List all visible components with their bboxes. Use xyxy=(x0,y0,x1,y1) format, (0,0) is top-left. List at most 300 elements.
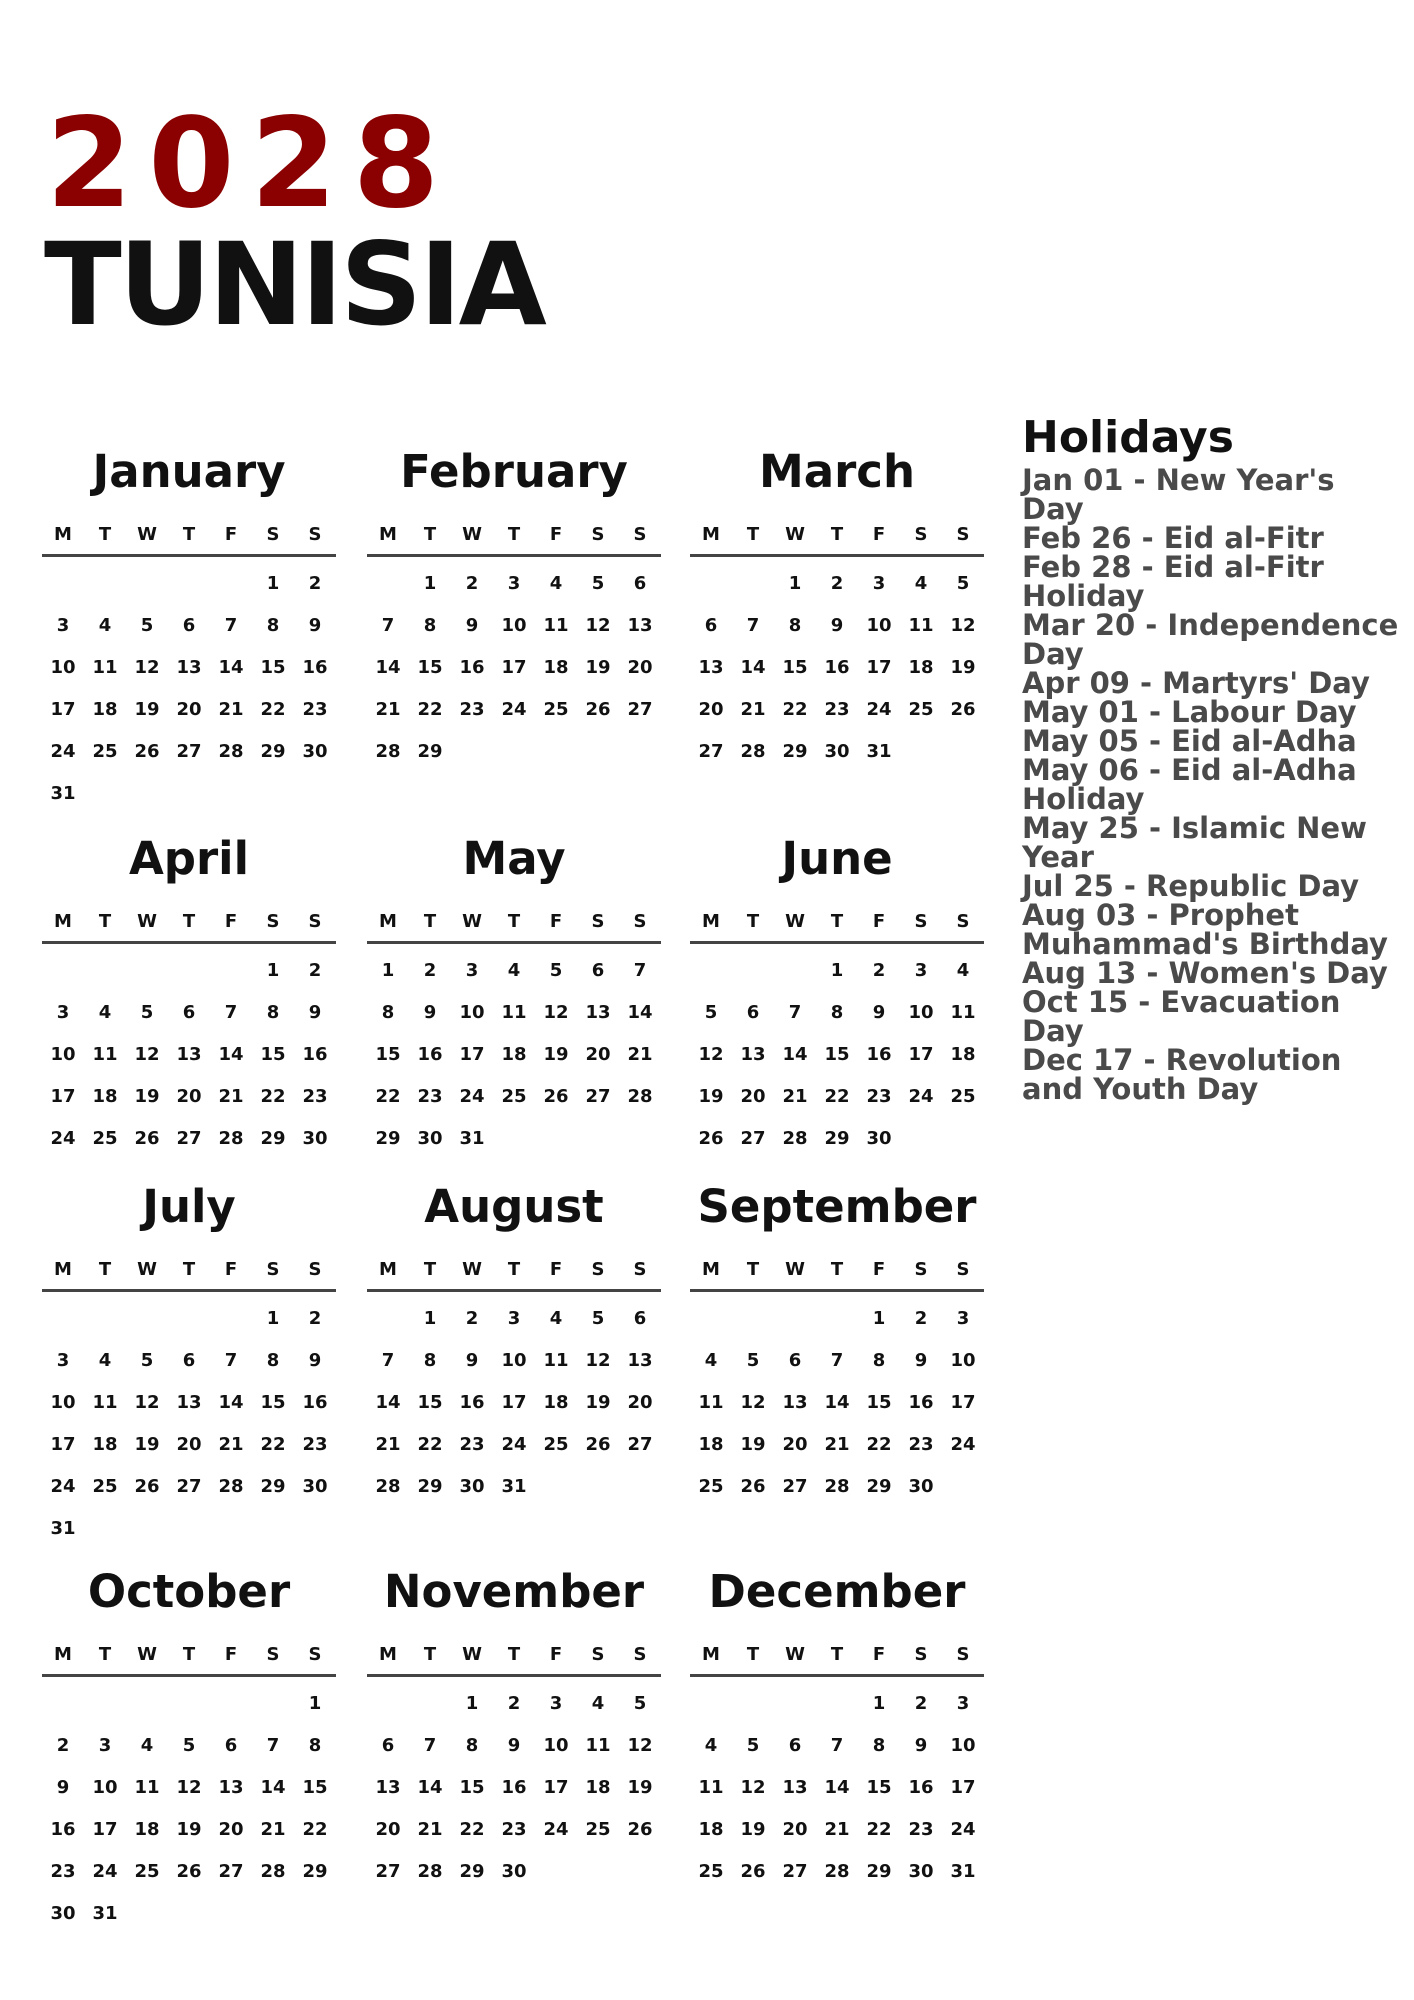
weekday-label: F xyxy=(224,1259,238,1280)
day-cell: 22 xyxy=(866,1434,892,1455)
day-cell: 28 xyxy=(782,1128,808,1149)
day-cell: 2 xyxy=(872,960,886,981)
weekday-label: T xyxy=(98,1259,112,1280)
day-cell: 17 xyxy=(92,1819,118,1840)
day-cell: 15 xyxy=(260,1392,286,1413)
weekday-label: F xyxy=(549,524,563,545)
day-grid xyxy=(367,950,661,1160)
day-cell: 9 xyxy=(872,1002,886,1023)
weekday-label: S xyxy=(308,524,322,545)
day-cell: 25 xyxy=(92,741,118,762)
day-cell: 18 xyxy=(585,1777,611,1798)
day-cell: 21 xyxy=(218,699,244,720)
day-cell: 5 xyxy=(549,960,563,981)
day-cell: 9 xyxy=(465,1350,479,1371)
day-grid xyxy=(690,950,984,1160)
empty-cell xyxy=(367,1683,409,1725)
weekday-label: S xyxy=(914,524,928,545)
day-cell: 11 xyxy=(501,1002,527,1023)
day-cell: 23 xyxy=(908,1434,934,1455)
day-cell: 16 xyxy=(501,1777,527,1798)
day-cell: 4 xyxy=(98,615,112,636)
day-cell: 5 xyxy=(746,1350,760,1371)
day-cell: 24 xyxy=(50,1476,76,1497)
header-divider xyxy=(690,1289,984,1292)
day-cell: 8 xyxy=(423,1350,437,1371)
day-cell: 14 xyxy=(824,1392,850,1413)
day-cell: 23 xyxy=(459,699,485,720)
holiday-item: Dec 17 - Revolution and Youth Day xyxy=(1022,1043,1342,1106)
day-cell: 30 xyxy=(302,1128,328,1149)
day-cell: 25 xyxy=(501,1086,527,1107)
day-cell: 18 xyxy=(908,657,934,678)
weekday-label: S xyxy=(914,911,928,932)
day-cell: 30 xyxy=(824,741,850,762)
day-cell: 23 xyxy=(302,699,328,720)
day-cell: 24 xyxy=(950,1819,976,1840)
day-cell: 10 xyxy=(908,1002,934,1023)
weekday-label: S xyxy=(914,1644,928,1665)
month-name: April xyxy=(128,832,250,885)
day-cell: 13 xyxy=(782,1777,808,1798)
day-cell: 11 xyxy=(543,615,569,636)
day-cell: 15 xyxy=(260,657,286,678)
day-cell: 5 xyxy=(633,1693,647,1714)
day-cell: 29 xyxy=(260,1476,286,1497)
day-cell: 31 xyxy=(50,783,76,804)
weekday-label: T xyxy=(507,524,521,545)
day-cell: 4 xyxy=(98,1350,112,1371)
weekday-label: T xyxy=(746,911,760,932)
weekday-header xyxy=(367,1251,661,1289)
weekday-header xyxy=(690,516,984,554)
day-cell: 23 xyxy=(50,1861,76,1882)
day-cell: 18 xyxy=(92,699,118,720)
day-cell: 21 xyxy=(417,1819,443,1840)
day-cell: 8 xyxy=(872,1735,886,1756)
holiday-item: May 05 - Eid al-Adha xyxy=(1022,724,1357,758)
day-cell: 4 xyxy=(549,1308,563,1329)
day-cell: 29 xyxy=(782,741,808,762)
weekday-label: W xyxy=(137,1644,157,1665)
day-cell: 3 xyxy=(56,1002,70,1023)
empty-cell xyxy=(42,1298,84,1340)
day-cell: 28 xyxy=(740,741,766,762)
month-july xyxy=(42,1181,336,1550)
day-cell: 24 xyxy=(908,1086,934,1107)
day-cell: 1 xyxy=(872,1308,886,1329)
weekday-label: T xyxy=(423,1259,437,1280)
weekday-label: T xyxy=(423,911,437,932)
month-february xyxy=(367,446,661,773)
day-cell: 17 xyxy=(50,1086,76,1107)
weekday-label: T xyxy=(830,1644,844,1665)
day-cell: 4 xyxy=(549,573,563,594)
day-cell: 23 xyxy=(866,1086,892,1107)
empty-cell xyxy=(409,1683,451,1725)
empty-cell xyxy=(210,563,252,605)
day-cell: 29 xyxy=(417,741,443,762)
empty-cell xyxy=(252,1683,294,1725)
day-cell: 26 xyxy=(134,1128,160,1149)
weekday-label: S xyxy=(633,911,647,932)
day-cell: 3 xyxy=(549,1693,563,1714)
month-name: September xyxy=(697,1180,977,1233)
day-cell: 13 xyxy=(176,1044,202,1065)
day-cell: 15 xyxy=(866,1392,892,1413)
day-cell: 3 xyxy=(507,1308,521,1329)
day-cell: 28 xyxy=(375,1476,401,1497)
empty-cell xyxy=(84,563,126,605)
holiday-item: Feb 26 - Eid al-Fitr xyxy=(1022,521,1324,555)
weekday-header xyxy=(690,1636,984,1674)
day-cell: 25 xyxy=(543,699,569,720)
day-cell: 2 xyxy=(914,1308,928,1329)
month-march xyxy=(690,446,984,773)
day-cell: 25 xyxy=(698,1476,724,1497)
day-cell: 23 xyxy=(824,699,850,720)
day-cell: 1 xyxy=(266,573,280,594)
weekday-label: M xyxy=(702,1644,720,1665)
day-cell: 16 xyxy=(459,657,485,678)
weekday-header xyxy=(42,516,336,554)
holiday-item: Apr 09 - Martyrs' Day xyxy=(1022,666,1370,700)
empty-cell xyxy=(210,1298,252,1340)
day-cell: 29 xyxy=(260,1128,286,1149)
holiday-item: Aug 03 - Prophet Muhammad's Birthday xyxy=(1022,898,1388,961)
day-cell: 6 xyxy=(224,1735,238,1756)
empty-cell xyxy=(816,1683,858,1725)
day-cell: 13 xyxy=(782,1392,808,1413)
empty-cell xyxy=(732,1683,774,1725)
weekday-label: W xyxy=(462,1259,482,1280)
day-cell: 31 xyxy=(50,1518,76,1539)
day-cell: 30 xyxy=(302,1476,328,1497)
weekday-label: S xyxy=(266,1259,280,1280)
weekday-label: S xyxy=(308,1644,322,1665)
day-cell: 5 xyxy=(591,573,605,594)
day-cell: 27 xyxy=(627,699,653,720)
holiday-item: Mar 20 - Independence Day xyxy=(1022,608,1399,671)
day-cell: 23 xyxy=(501,1819,527,1840)
day-cell: 14 xyxy=(218,657,244,678)
empty-cell xyxy=(690,1298,732,1340)
day-cell: 22 xyxy=(459,1819,485,1840)
weekday-label: M xyxy=(54,911,72,932)
day-cell: 31 xyxy=(92,1903,118,1924)
day-cell: 7 xyxy=(224,615,238,636)
day-cell: 29 xyxy=(375,1128,401,1149)
day-cell: 16 xyxy=(824,657,850,678)
day-cell: 7 xyxy=(830,1350,844,1371)
day-cell: 7 xyxy=(830,1735,844,1756)
day-cell: 20 xyxy=(627,1392,653,1413)
day-cell: 29 xyxy=(824,1128,850,1149)
holiday-item: Feb 28 - Eid al-Fitr Holiday xyxy=(1022,550,1324,613)
day-cell: 29 xyxy=(459,1861,485,1882)
day-cell: 11 xyxy=(908,615,934,636)
month-name: February xyxy=(400,445,628,498)
day-cell: 19 xyxy=(585,1392,611,1413)
weekday-label: W xyxy=(137,1259,157,1280)
weekday-label: T xyxy=(182,1259,196,1280)
day-cell: 10 xyxy=(866,615,892,636)
month-name: August xyxy=(424,1180,604,1233)
day-cell: 7 xyxy=(381,1350,395,1371)
weekday-label: T xyxy=(830,1259,844,1280)
day-cell: 25 xyxy=(543,1434,569,1455)
day-cell: 1 xyxy=(788,573,802,594)
day-cell: 25 xyxy=(908,699,934,720)
day-cell: 11 xyxy=(92,1392,118,1413)
day-cell: 9 xyxy=(465,615,479,636)
day-cell: 9 xyxy=(308,1002,322,1023)
day-cell: 28 xyxy=(218,1128,244,1149)
day-cell: 27 xyxy=(176,741,202,762)
holiday-item: May 25 - Islamic New Year xyxy=(1022,811,1367,874)
day-cell: 2 xyxy=(465,1308,479,1329)
day-cell: 27 xyxy=(218,1861,244,1882)
day-cell: 26 xyxy=(543,1086,569,1107)
day-cell: 2 xyxy=(308,1308,322,1329)
day-cell: 26 xyxy=(585,1434,611,1455)
day-cell: 13 xyxy=(740,1044,766,1065)
day-cell: 15 xyxy=(866,1777,892,1798)
day-cell: 24 xyxy=(501,1434,527,1455)
day-cell: 31 xyxy=(866,741,892,762)
day-cell: 25 xyxy=(585,1819,611,1840)
weekday-label: M xyxy=(379,524,397,545)
day-cell: 21 xyxy=(260,1819,286,1840)
day-cell: 29 xyxy=(417,1476,443,1497)
month-name: October xyxy=(87,1565,291,1618)
day-cell: 22 xyxy=(417,699,443,720)
header-divider xyxy=(367,1289,661,1292)
day-cell: 4 xyxy=(140,1735,154,1756)
day-cell: 2 xyxy=(830,573,844,594)
empty-cell xyxy=(168,1298,210,1340)
day-cell: 11 xyxy=(92,657,118,678)
day-cell: 17 xyxy=(501,657,527,678)
day-cell: 15 xyxy=(782,657,808,678)
day-cell: 20 xyxy=(585,1044,611,1065)
day-grid xyxy=(367,1298,661,1508)
day-cell: 13 xyxy=(218,1777,244,1798)
day-cell: 8 xyxy=(465,1735,479,1756)
day-cell: 9 xyxy=(308,1350,322,1371)
day-cell: 22 xyxy=(375,1086,401,1107)
day-cell: 27 xyxy=(627,1434,653,1455)
day-cell: 19 xyxy=(627,1777,653,1798)
header-divider xyxy=(690,941,984,944)
day-cell: 26 xyxy=(740,1476,766,1497)
day-cell: 9 xyxy=(308,615,322,636)
day-cell: 29 xyxy=(866,1861,892,1882)
day-grid xyxy=(367,1683,661,1893)
day-cell: 7 xyxy=(633,960,647,981)
weekday-label: T xyxy=(830,911,844,932)
day-cell: 17 xyxy=(866,657,892,678)
header-divider xyxy=(42,941,336,944)
day-cell: 18 xyxy=(543,1392,569,1413)
day-cell: 9 xyxy=(914,1735,928,1756)
weekday-label: W xyxy=(462,1644,482,1665)
day-cell: 19 xyxy=(134,1434,160,1455)
day-cell: 23 xyxy=(302,1086,328,1107)
weekday-label: S xyxy=(956,524,970,545)
day-cell: 14 xyxy=(782,1044,808,1065)
day-cell: 19 xyxy=(134,1086,160,1107)
day-cell: 9 xyxy=(56,1777,70,1798)
weekday-label: M xyxy=(702,1259,720,1280)
day-cell: 25 xyxy=(92,1476,118,1497)
day-cell: 30 xyxy=(866,1128,892,1149)
day-cell: 13 xyxy=(375,1777,401,1798)
weekday-label: W xyxy=(785,1259,805,1280)
day-cell: 29 xyxy=(260,741,286,762)
day-cell: 12 xyxy=(950,615,976,636)
month-june xyxy=(690,833,984,1160)
day-cell: 1 xyxy=(465,1693,479,1714)
month-name: November xyxy=(383,1565,645,1618)
weekday-label: M xyxy=(54,524,72,545)
month-may xyxy=(367,833,661,1160)
day-cell: 3 xyxy=(914,960,928,981)
day-cell: 14 xyxy=(417,1777,443,1798)
weekday-label: S xyxy=(591,1644,605,1665)
day-cell: 19 xyxy=(950,657,976,678)
day-cell: 12 xyxy=(543,1002,569,1023)
weekday-label: W xyxy=(462,911,482,932)
day-cell: 5 xyxy=(704,1002,718,1023)
weekday-label: M xyxy=(702,524,720,545)
day-cell: 16 xyxy=(866,1044,892,1065)
day-cell: 3 xyxy=(98,1735,112,1756)
day-cell: 13 xyxy=(698,657,724,678)
month-august xyxy=(367,1181,661,1508)
day-cell: 25 xyxy=(134,1861,160,1882)
empty-cell xyxy=(84,1298,126,1340)
day-cell: 2 xyxy=(465,573,479,594)
empty-cell xyxy=(816,1298,858,1340)
day-cell: 17 xyxy=(950,1777,976,1798)
day-grid xyxy=(690,563,984,773)
weekday-label: T xyxy=(182,524,196,545)
day-cell: 19 xyxy=(134,699,160,720)
year-title: 2028 xyxy=(46,92,456,236)
day-cell: 22 xyxy=(260,699,286,720)
weekday-header xyxy=(42,1636,336,1674)
month-name: March xyxy=(758,445,916,498)
weekday-label: S xyxy=(633,524,647,545)
day-cell: 28 xyxy=(824,1476,850,1497)
day-cell: 10 xyxy=(50,1044,76,1065)
empty-cell xyxy=(42,1683,84,1725)
holiday-item: Jan 01 - New Year's Day xyxy=(1022,463,1335,526)
day-cell: 17 xyxy=(501,1392,527,1413)
empty-cell xyxy=(126,950,168,992)
day-cell: 23 xyxy=(459,1434,485,1455)
day-grid xyxy=(690,1298,984,1508)
day-cell: 22 xyxy=(824,1086,850,1107)
day-cell: 1 xyxy=(423,1308,437,1329)
day-cell: 21 xyxy=(375,1434,401,1455)
weekday-label: W xyxy=(462,524,482,545)
header-divider xyxy=(367,941,661,944)
day-cell: 25 xyxy=(950,1086,976,1107)
day-cell: 11 xyxy=(543,1350,569,1371)
day-cell: 27 xyxy=(740,1128,766,1149)
day-cell: 15 xyxy=(302,1777,328,1798)
day-cell: 22 xyxy=(302,1819,328,1840)
day-cell: 31 xyxy=(501,1476,527,1497)
holidays-panel xyxy=(1022,412,1402,1104)
empty-cell xyxy=(210,1683,252,1725)
header-divider xyxy=(367,554,661,557)
empty-cell xyxy=(168,563,210,605)
weekday-label: W xyxy=(785,524,805,545)
empty-cell xyxy=(690,1683,732,1725)
day-cell: 30 xyxy=(302,741,328,762)
day-cell: 10 xyxy=(50,657,76,678)
weekday-label: T xyxy=(746,524,760,545)
weekday-header xyxy=(690,903,984,941)
weekday-label: S xyxy=(591,524,605,545)
day-cell: 2 xyxy=(308,573,322,594)
day-cell: 10 xyxy=(92,1777,118,1798)
day-grid xyxy=(42,950,336,1160)
day-cell: 12 xyxy=(698,1044,724,1065)
day-cell: 30 xyxy=(908,1476,934,1497)
day-cell: 19 xyxy=(543,1044,569,1065)
weekday-label: T xyxy=(746,1644,760,1665)
day-cell: 28 xyxy=(627,1086,653,1107)
day-cell: 2 xyxy=(914,1693,928,1714)
holiday-item: Jul 25 - Republic Day xyxy=(1022,869,1360,903)
day-cell: 6 xyxy=(704,615,718,636)
day-cell: 12 xyxy=(585,1350,611,1371)
day-cell: 18 xyxy=(950,1044,976,1065)
day-cell: 3 xyxy=(465,960,479,981)
header-divider xyxy=(690,1674,984,1677)
day-cell: 31 xyxy=(950,1861,976,1882)
day-cell: 30 xyxy=(908,1861,934,1882)
day-cell: 30 xyxy=(459,1476,485,1497)
day-cell: 19 xyxy=(698,1086,724,1107)
month-april xyxy=(42,833,336,1160)
day-cell: 7 xyxy=(224,1002,238,1023)
day-cell: 4 xyxy=(507,960,521,981)
day-cell: 13 xyxy=(176,657,202,678)
day-cell: 1 xyxy=(381,960,395,981)
weekday-label: W xyxy=(785,1644,805,1665)
weekday-label: S xyxy=(308,1259,322,1280)
day-cell: 6 xyxy=(633,1308,647,1329)
day-cell: 26 xyxy=(950,699,976,720)
day-cell: 1 xyxy=(308,1693,322,1714)
day-cell: 14 xyxy=(627,1002,653,1023)
day-cell: 27 xyxy=(375,1861,401,1882)
day-cell: 24 xyxy=(950,1434,976,1455)
day-cell: 17 xyxy=(908,1044,934,1065)
day-cell: 21 xyxy=(740,699,766,720)
day-cell: 18 xyxy=(92,1086,118,1107)
day-cell: 26 xyxy=(134,1476,160,1497)
day-cell: 12 xyxy=(585,615,611,636)
country-title: TUNISIA xyxy=(44,218,544,351)
day-cell: 16 xyxy=(417,1044,443,1065)
day-cell: 19 xyxy=(740,1819,766,1840)
